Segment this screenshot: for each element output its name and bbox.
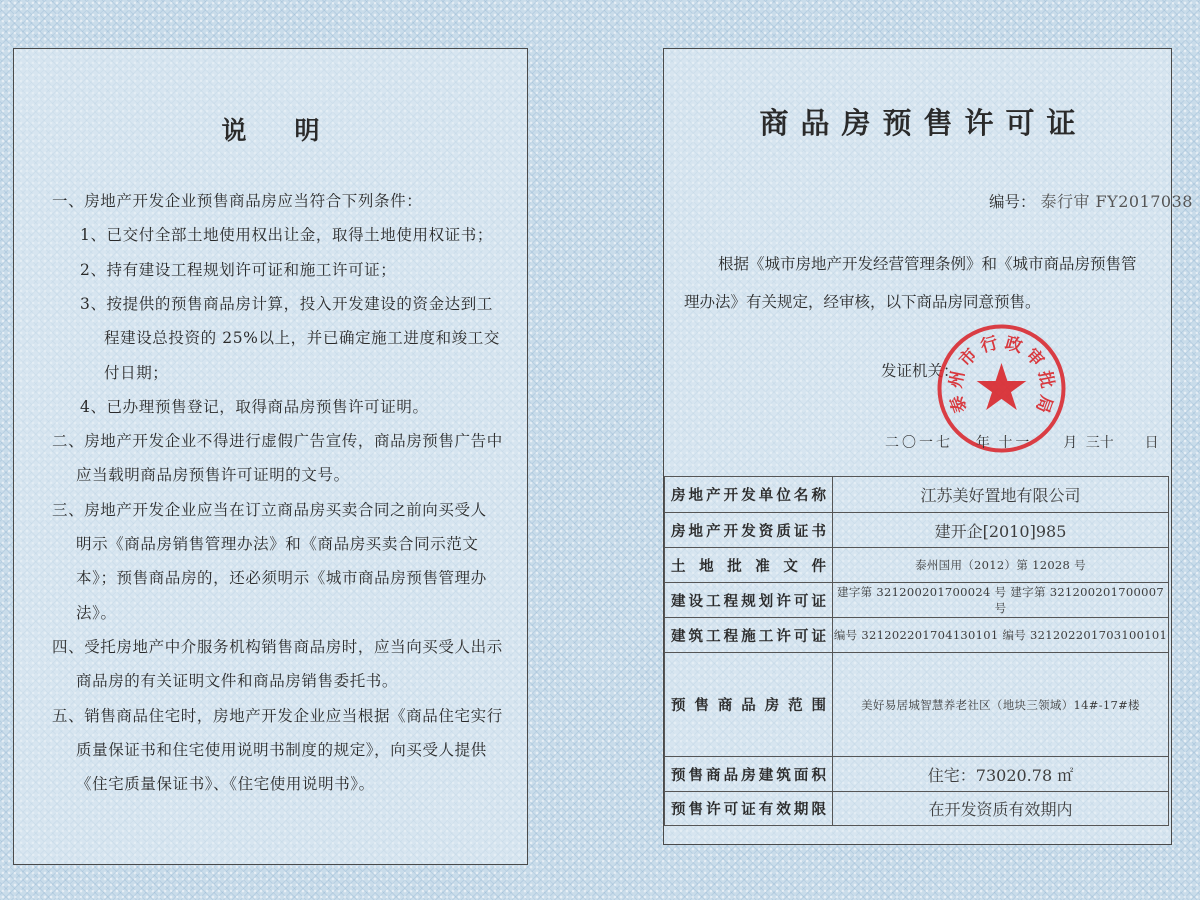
permit-row [665, 477, 1169, 513]
seal-character: 行 [978, 333, 1001, 358]
seal-character: 批 [1034, 369, 1058, 390]
issue-day: 三十 [1085, 435, 1114, 451]
issue-year: 二〇一七 [885, 435, 953, 451]
clause-line: 三、房地产开发企业应当在订立商品房买卖合同之前向买受人 [52, 500, 487, 519]
permit-row [665, 618, 1169, 653]
seal-character: 政 [1002, 333, 1025, 358]
clause-line: 质量保证书和住宅使用说明书制度的规定》，向买受人提供 [76, 740, 487, 759]
permit-row-label: 房地产开发单位名称 [665, 477, 833, 513]
clause-line: 付日期； [104, 363, 169, 382]
seal-character: 局 [1031, 392, 1057, 416]
issue-month-unit: 月 [1063, 435, 1078, 451]
permit-row-label: 预售许可证有效期限 [665, 792, 833, 826]
permit-row-value: 建字第 321200201700024 号 建字第 321200201700007 号 [833, 583, 1169, 618]
clause-line: 一、房地产开发企业预售商品房应当符合下列条件： [52, 192, 423, 210]
issue-date [885, 432, 1159, 452]
seal-character: 市 [955, 344, 982, 371]
clause-line: 法》。 [76, 603, 117, 622]
clause-line: 本》；预售商品房的，还必须明示《城市商品房预售管理办 [76, 569, 487, 588]
clause-line: 明示《商品房销售管理办法》和《商品房买卖合同示范文 [76, 535, 479, 553]
permit-row-value: 建开企[2010]985 [833, 513, 1169, 548]
legal-basis-text [684, 245, 1164, 321]
permit-row-value: 在开发资质有效期内 [833, 792, 1169, 826]
seal-character: 泰 [946, 392, 972, 416]
permit-row-value: 编号 321202201704130101 编号 321202201703100101 [833, 618, 1169, 653]
clause-line: 4、已办理预售登记，取得商品房预售许可证明。 [80, 397, 429, 416]
permit-row [665, 583, 1169, 618]
clause-line: 五、销售商品住宅时，房地产开发企业应当根据《商品住宅实行 [52, 706, 503, 725]
explanation-panel [13, 48, 528, 865]
permit-row-label: 建筑工程施工许可证 [665, 618, 833, 653]
permit-row-label: 预售商品房范围 [665, 653, 833, 757]
basis-line-1: 根据《城市房地产开发经营管理条例》和《城市商品房预售管 [718, 255, 1137, 273]
number-value: 泰行审 FY2017038 [1040, 192, 1193, 211]
clause-line: 商品房的有关证明文件和商品房销售委托书。 [76, 672, 399, 691]
permit-row-value: 泰州国用（2012）第 12028 号 [833, 548, 1169, 583]
clause-line: 四、受托房地产中介服务机构销售商品房时，应当向买受人出示 [52, 637, 503, 656]
permit-row [665, 548, 1169, 583]
issue-year-unit: 年 [975, 435, 990, 451]
clause-line: 2、持有建设工程规划许可证和施工许可证； [80, 260, 397, 279]
issue-month: 十一 [998, 435, 1033, 451]
permit-row-value: 江苏美好置地有限公司 [833, 477, 1169, 513]
issue-day-unit: 日 [1144, 435, 1159, 451]
permit-row-value: 美好易居城智慧养老社区（地块三领域）14#-17#楼 [833, 653, 1169, 757]
clause-line: 程建设总投资的 25%以上，并已确定施工进度和竣工交 [104, 329, 500, 348]
permit-row [665, 757, 1169, 792]
clause-line: 1、已交付全部土地使用权出让金，取得土地使用权证书； [80, 226, 493, 245]
clause-line: 3、按提供的预售商品房计算，投入开发建设的资金达到工 [80, 294, 493, 313]
seal-star-icon [977, 363, 1027, 410]
number-label: 编号： [989, 193, 1036, 211]
clause-line: 《住宅质量保证书》、《住宅使用说明书》。 [76, 775, 375, 794]
permit-row-label: 房地产开发资质证书 [665, 513, 833, 548]
explanation-title: 说明 [221, 116, 368, 145]
permit-row-label: 建设工程规划许可证 [665, 583, 833, 618]
clause-line: 二、房地产开发企业不得进行虚假广告宣传，商品房预售广告中 [52, 432, 503, 451]
issuer-label: 发证机关： [881, 362, 959, 380]
permit-row-value: 住宅：73020.78 ㎡ [833, 757, 1169, 792]
clause-line: 应当载明商品房预售许可证明的文号。 [76, 466, 350, 485]
certificate-number [989, 189, 1193, 212]
permit-row [665, 513, 1169, 548]
seal-character: 州 [945, 369, 969, 390]
permit-row [665, 792, 1169, 826]
permit-row-label: 土地批准文件 [665, 548, 833, 583]
certificate-title: 商品房预售许可证 [759, 106, 1088, 140]
permit-row-label: 预售商品房建筑面积 [665, 757, 833, 792]
permit-row [665, 653, 1169, 757]
certificate-panel [663, 48, 1193, 845]
basis-line-2: 理办法》有关规定，经审核，以下商品房同意预售。 [684, 293, 1041, 311]
seal-character: 审 [1021, 344, 1048, 371]
permit-info-table [664, 476, 1169, 826]
